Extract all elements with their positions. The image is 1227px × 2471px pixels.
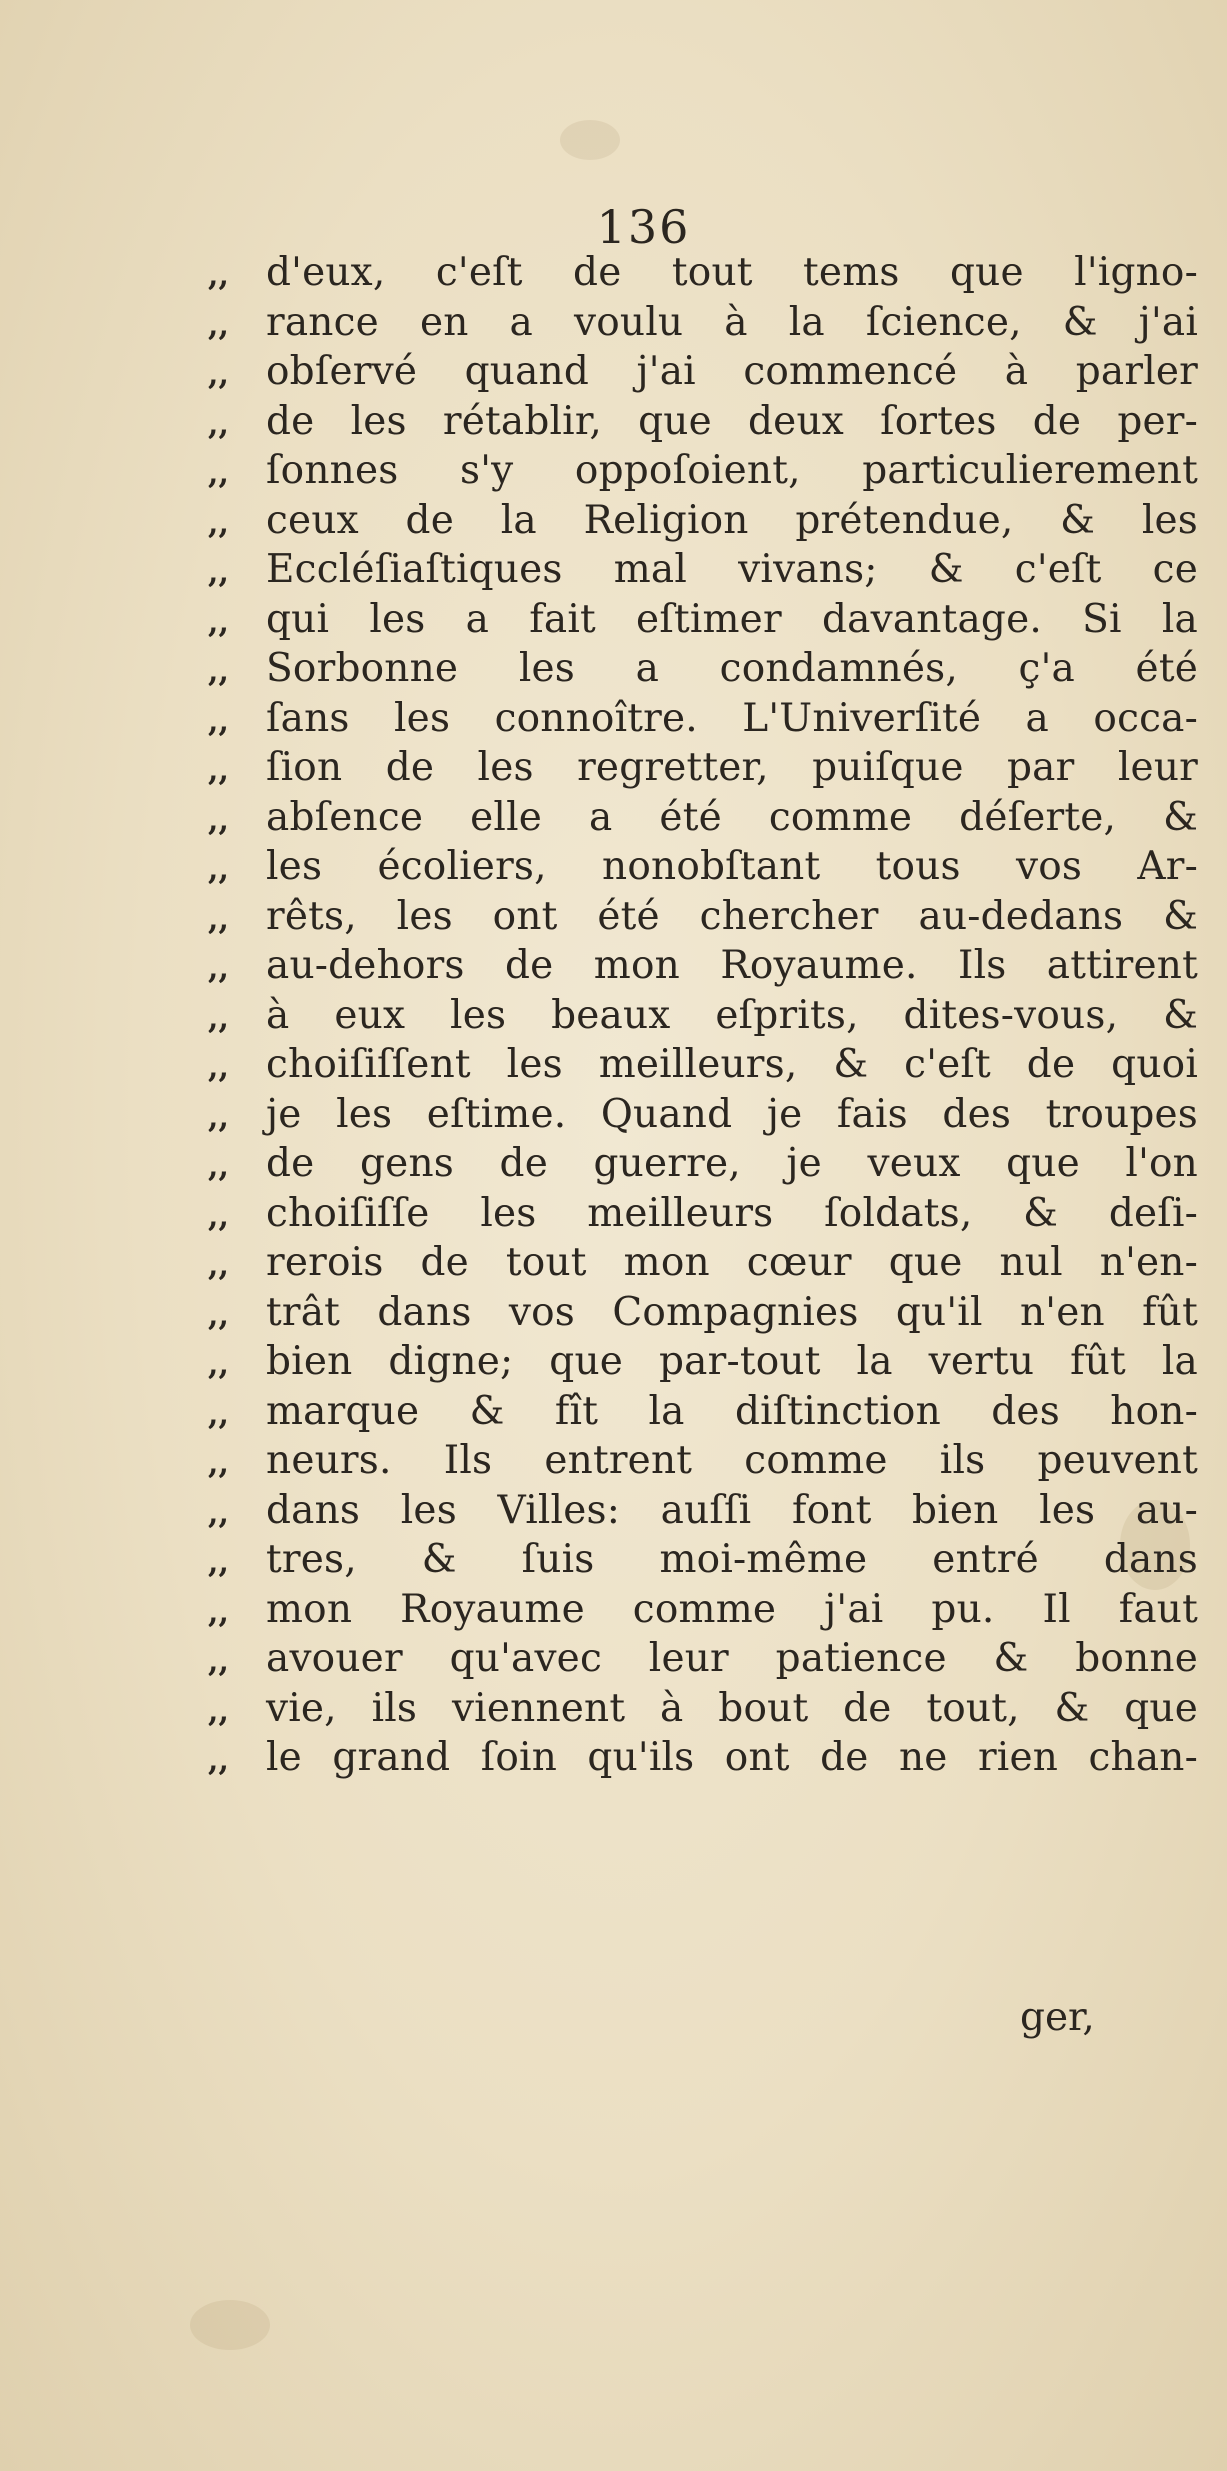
- line-text: marque & fît la diſtinction des hon-: [266, 1388, 1198, 1434]
- text-line: [208, 248, 1208, 298]
- quote-mark: ,,: [208, 505, 229, 541]
- line-text: ceux de la Religion prétendue, & les: [266, 497, 1198, 543]
- line-text: au-dehors de mon Royaume. Ils attirent: [266, 943, 1198, 988]
- paper-stain: [560, 120, 620, 160]
- text-line: [208, 1535, 1208, 1585]
- quote-mark: ,,: [208, 753, 229, 788]
- text-line: [208, 743, 1208, 793]
- quote-mark: ,,: [208, 1545, 229, 1580]
- catchword: ger,: [1020, 1995, 1095, 2040]
- quote-mark: ,,: [208, 654, 229, 689]
- quote-mark: ,,: [208, 901, 229, 937]
- text-line: [208, 595, 1208, 645]
- text-line: [208, 496, 1208, 546]
- text-line: [208, 397, 1208, 447]
- quote-mark: ,,: [208, 951, 229, 986]
- text-line: [208, 1238, 1208, 1288]
- line-text: les écoliers, nonobſtant tous vos Ar-: [266, 844, 1198, 889]
- quote-mark: ,,: [208, 258, 229, 293]
- page-number: 136: [596, 200, 691, 254]
- text-line: [208, 446, 1208, 496]
- quote-mark: ,,: [208, 1099, 229, 1135]
- text-line: [208, 941, 1208, 991]
- quote-mark: ,,: [208, 1347, 229, 1382]
- line-text: abſence elle a été comme déſerte, &: [266, 794, 1198, 840]
- line-text: Sorbonne les a condamnés, ç'a été: [266, 646, 1198, 691]
- quote-mark: ,,: [208, 1446, 229, 1481]
- quote-mark: ,,: [208, 1644, 229, 1679]
- quote-mark: ,,: [208, 307, 229, 343]
- line-text: rance en a voulu à la ſcience, & j'ai: [266, 299, 1198, 345]
- quote-mark: ,,: [208, 357, 229, 392]
- quote-mark: ,,: [208, 1396, 229, 1432]
- paper-stain: [190, 2300, 270, 2350]
- text-line: [208, 1486, 1208, 1536]
- text-line: [208, 1634, 1208, 1684]
- line-text: tres, & ſuis moi-même entré dans: [266, 1537, 1198, 1582]
- quote-mark: ,,: [208, 1000, 229, 1036]
- line-text: qui les a fait eſtimer davantage. Si la: [266, 596, 1198, 642]
- quote-mark: ,,: [208, 1693, 229, 1729]
- line-text: mon Royaume comme j'ai pu. Il faut: [266, 1586, 1198, 1632]
- line-text: trât dans vos Compagnies qu'il n'en fût: [266, 1289, 1198, 1335]
- text-line: [208, 1436, 1208, 1486]
- line-text: à eux les beaux eſprits, dites-vous, &: [266, 992, 1198, 1038]
- text-line: [208, 1189, 1208, 1239]
- line-text: de gens de guerre, je veux que l'on: [266, 1141, 1198, 1186]
- line-text: vie, ils viennent à bout de tout, & que: [266, 1685, 1198, 1731]
- line-text: choiſiſſe les meilleurs ſoldats, & deſi-: [266, 1190, 1198, 1236]
- line-text: d'eux, c'eſt de tout tems que l'igno-: [266, 250, 1198, 295]
- text-line: [208, 545, 1208, 595]
- line-text: ſonnes s'y oppoſoient, particulierement: [266, 448, 1198, 493]
- quote-mark: ,,: [208, 555, 229, 590]
- text-line: [208, 694, 1208, 744]
- line-text: avouer qu'avec leur patience & bonne: [266, 1636, 1198, 1681]
- quote-mark: ,,: [208, 1743, 229, 1778]
- line-text: rerois de tout mon cœur que nul n'en-: [266, 1240, 1198, 1285]
- text-line: [208, 298, 1208, 348]
- line-text: ſans les connoître. L'Univerſité a occa-: [266, 695, 1198, 741]
- quote-mark: ,,: [208, 1198, 229, 1234]
- quote-mark: ,,: [208, 406, 229, 442]
- text-line: [208, 1387, 1208, 1437]
- text-line: [208, 1337, 1208, 1387]
- line-text: dans les Villes: auſſi font bien les au-: [266, 1487, 1198, 1533]
- line-text: le grand ſoin qu'ils ont de ne rien chan-: [266, 1735, 1198, 1780]
- quote-mark: ,,: [208, 1594, 229, 1630]
- line-text: neurs. Ils entrent comme ils peuvent: [266, 1438, 1198, 1483]
- text-line: [208, 1684, 1208, 1734]
- text-line: [208, 644, 1208, 694]
- line-text: bien digne; que par-tout la vertu fût la: [266, 1339, 1198, 1384]
- quote-mark: ,,: [208, 604, 229, 640]
- quote-mark: ,,: [208, 1495, 229, 1531]
- line-text: Eccléſiaſtiques mal vivans; & c'eſt ce: [266, 547, 1198, 592]
- quote-mark: ,,: [208, 1149, 229, 1184]
- text-line: [208, 842, 1208, 892]
- line-text: rêts, les ont été chercher au-dedans &: [266, 893, 1198, 939]
- text-line: [208, 1139, 1208, 1189]
- quote-mark: ,,: [208, 802, 229, 838]
- line-text: ſion de les regretter, puiſque par leur: [266, 745, 1198, 790]
- text-line: [208, 892, 1208, 942]
- quote-mark: ,,: [208, 456, 229, 491]
- line-text: je les eſtime. Quand je fais des troupes: [266, 1091, 1198, 1137]
- line-text: choiſiſſent les meilleurs, & c'eſt de quoi: [266, 1042, 1198, 1087]
- text-line: [208, 1288, 1208, 1338]
- text-line: [208, 1090, 1208, 1140]
- text-line: [208, 1733, 1208, 1783]
- quote-mark: ,,: [208, 1248, 229, 1283]
- quote-mark: ,,: [208, 703, 229, 739]
- text-line: [208, 1585, 1208, 1635]
- text-line: [208, 991, 1208, 1041]
- line-text: de les rétablir, que deux ſortes de per-: [266, 398, 1198, 444]
- text-line: [208, 793, 1208, 843]
- quote-mark: ,,: [208, 1050, 229, 1085]
- quote-mark: ,,: [208, 852, 229, 887]
- quote-mark: ,,: [208, 1297, 229, 1333]
- text-line: [208, 1040, 1208, 1090]
- line-text: obſervé quand j'ai commencé à parler: [266, 349, 1198, 394]
- text-line: [208, 347, 1208, 397]
- body-text: [208, 248, 1208, 1783]
